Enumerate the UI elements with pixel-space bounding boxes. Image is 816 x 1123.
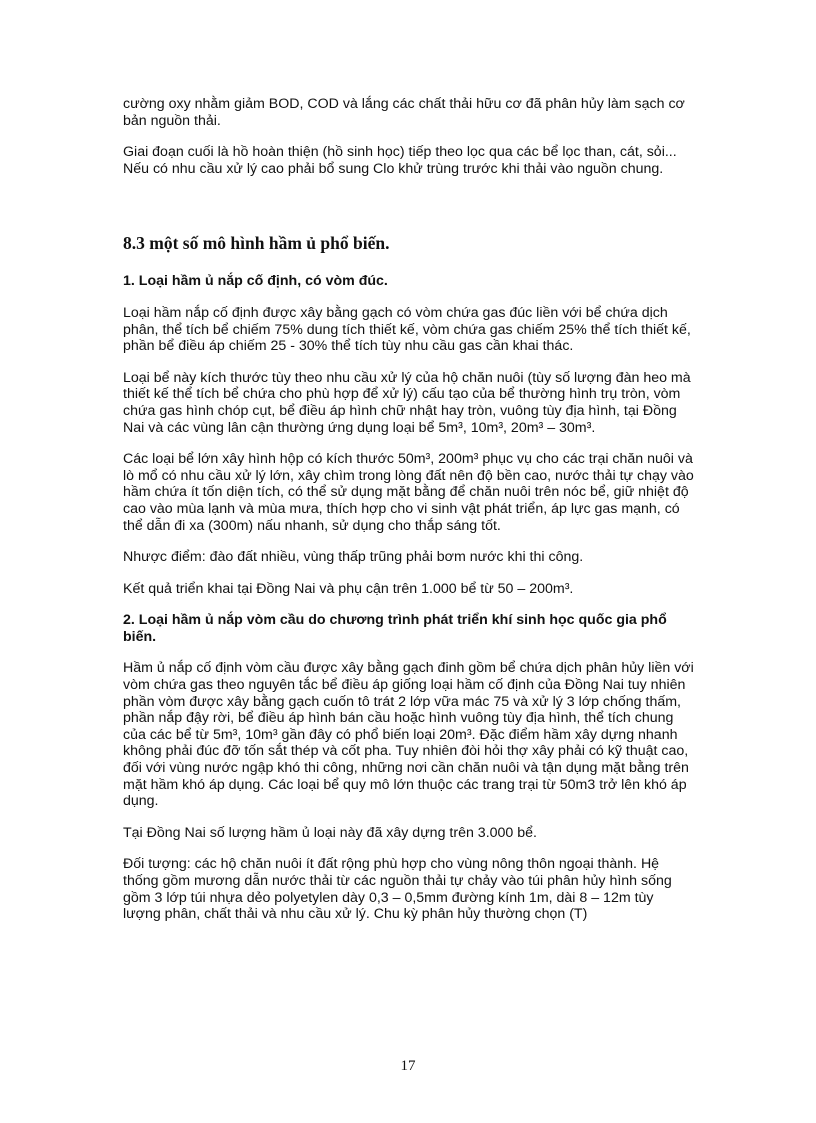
subsection-title: 1. Loại hầm ủ nắp cố định, có vòm đúc. <box>123 273 388 290</box>
paragraph: Nhược điểm: đào đất nhiều, vùng thấp trũng phải bơm nước khi thi công. <box>123 549 584 566</box>
paragraph: cường oxy nhằm giảm BOD, COD và lắng các chất thải hữu cơ đã phân hủy làm sạch cơ bản nguồn thải. <box>123 96 685 129</box>
subsection-title: 2. Loại hầm ủ nắp vòm cầu do chương trình phát triển khí sinh học quốc gia phổ biến. <box>123 612 667 645</box>
paragraph: Các loại bể lớn xây hình hộp có kích thước 50m³, 200m³ phục vụ cho các trại chăn nuôi và lò mổ có nhu cầu xử lý lớn, xây chìm trong lòng đất nên độ bền cao, nước thải tự chạy vào hầm chứa ít tốn diện tích, có thể sử dụng mặt bằng để chăn nuôi trên nóc bể, giữ nhiệt độ cao vào mùa lạnh và mùa mưa, thích hợp cho vi sinh vật phát triển, áp lực gas mạnh, có thể dẫn đi xa (300m) nấu nhanh, sử dụng cho thắp sáng tốt. <box>123 451 694 534</box>
paragraph: Kết quả triển khai tại Đồng Nai và phụ cận trên 1.000 bể từ 50 – 200m³. <box>123 580 574 597</box>
section-heading: 8.3 một số mô hình hầm ủ phổ biến. <box>123 233 390 254</box>
page-content <box>123 96 695 938</box>
paragraph: Đối tượng: các hộ chăn nuôi ít đất rộng phù hợp cho vùng nông thôn ngoại thành. Hệ thống gồm mương dẫn nước thải từ các nguồn thải tự chảy vào túi phân hủy hình sống gồm 3 lớp túi nhựa dẻo polyetylen dày 0,3 – 0,5mm đường kính 1m, dài 8 – 12m tùy lượng phân, chất thải và nhu cầu xử lý. Chu kỳ phân hủy thường chọn (T) <box>123 856 672 923</box>
page-number: 17 <box>400 1058 416 1074</box>
paragraph: Loại bể này kích thước tùy theo nhu cầu xử lý của hộ chăn nuôi (tùy số lượng đàn heo mà thiết kế thể tích bể chứa cho phù hợp để xử lý) cấu tạo của bể thường hình trụ tròn, vòm chứa gas hình chóp cụt, bể điều áp hình chữ nhật hay tròn, vuông tùy địa hình, tại Đồng Nai và các vùng lân cận thường ứng dụng loại bể 5m³, 10m³, 20m³ – 30m³. <box>123 369 691 436</box>
paragraph: Giai đoạn cuối là hồ hoàn thiện (hồ sinh học) tiếp theo lọc qua các bể lọc than, cát, sỏi... Nếu có nhu cầu xử lý cao phải bổ sung Clo khử trùng trước khi thải vào nguồn chung. <box>123 144 677 177</box>
paragraph: Loại hầm nắp cố định được xây bằng gạch có vòm chứa gas đúc liền với bể chứa dịch phân, thể tích bể chiếm 75% dung tích thiết kế, vòm chứa gas chiếm 25% thể tích thiết kế, phần bể điều áp chiếm 25 - 30% thể tích tùy nhu cầu gas cần khai thác. <box>123 304 691 355</box>
paragraph: Hầm ủ nắp cố định vòm cầu được xây bằng gạch đinh gồm bể chứa dịch phân hủy liền với vòm chứa gas theo nguyên tắc bể điều áp giống loại hầm cố định của Đồng Nai tuy nhiên phần vòm được xây bằng gạch cuốn tô trát 2 lớp vữa mác 75 và xử lý 3 lớp chống thấm, phần nắp đậy rời, bể điều áp hình bán cầu hoặc hình vuông tùy địa hình, thể tích chung của các bể từ 5m³, 10m³ gần đây có phổ biến loại 20m³. Đặc điểm hầm xây dựng nhanh không phải đúc đỡ tốn sắt thép và cốt pha. Tuy nhiên đòi hỏi thợ xây phải có kỹ thuật cao, đối với vùng nước ngập khó thi công, những nơi cần chăn nuôi và tận dụng mặt bằng trên mặt hầm khó áp dụng. Các loại bể quy mô lớn thuộc các trang trại từ 50m3 trở lên khó áp dụng. <box>123 660 694 810</box>
paragraph: Tại Đồng Nai số lượng hầm ủ loại này đã xây dựng trên 3.000 bể. <box>123 824 537 841</box>
